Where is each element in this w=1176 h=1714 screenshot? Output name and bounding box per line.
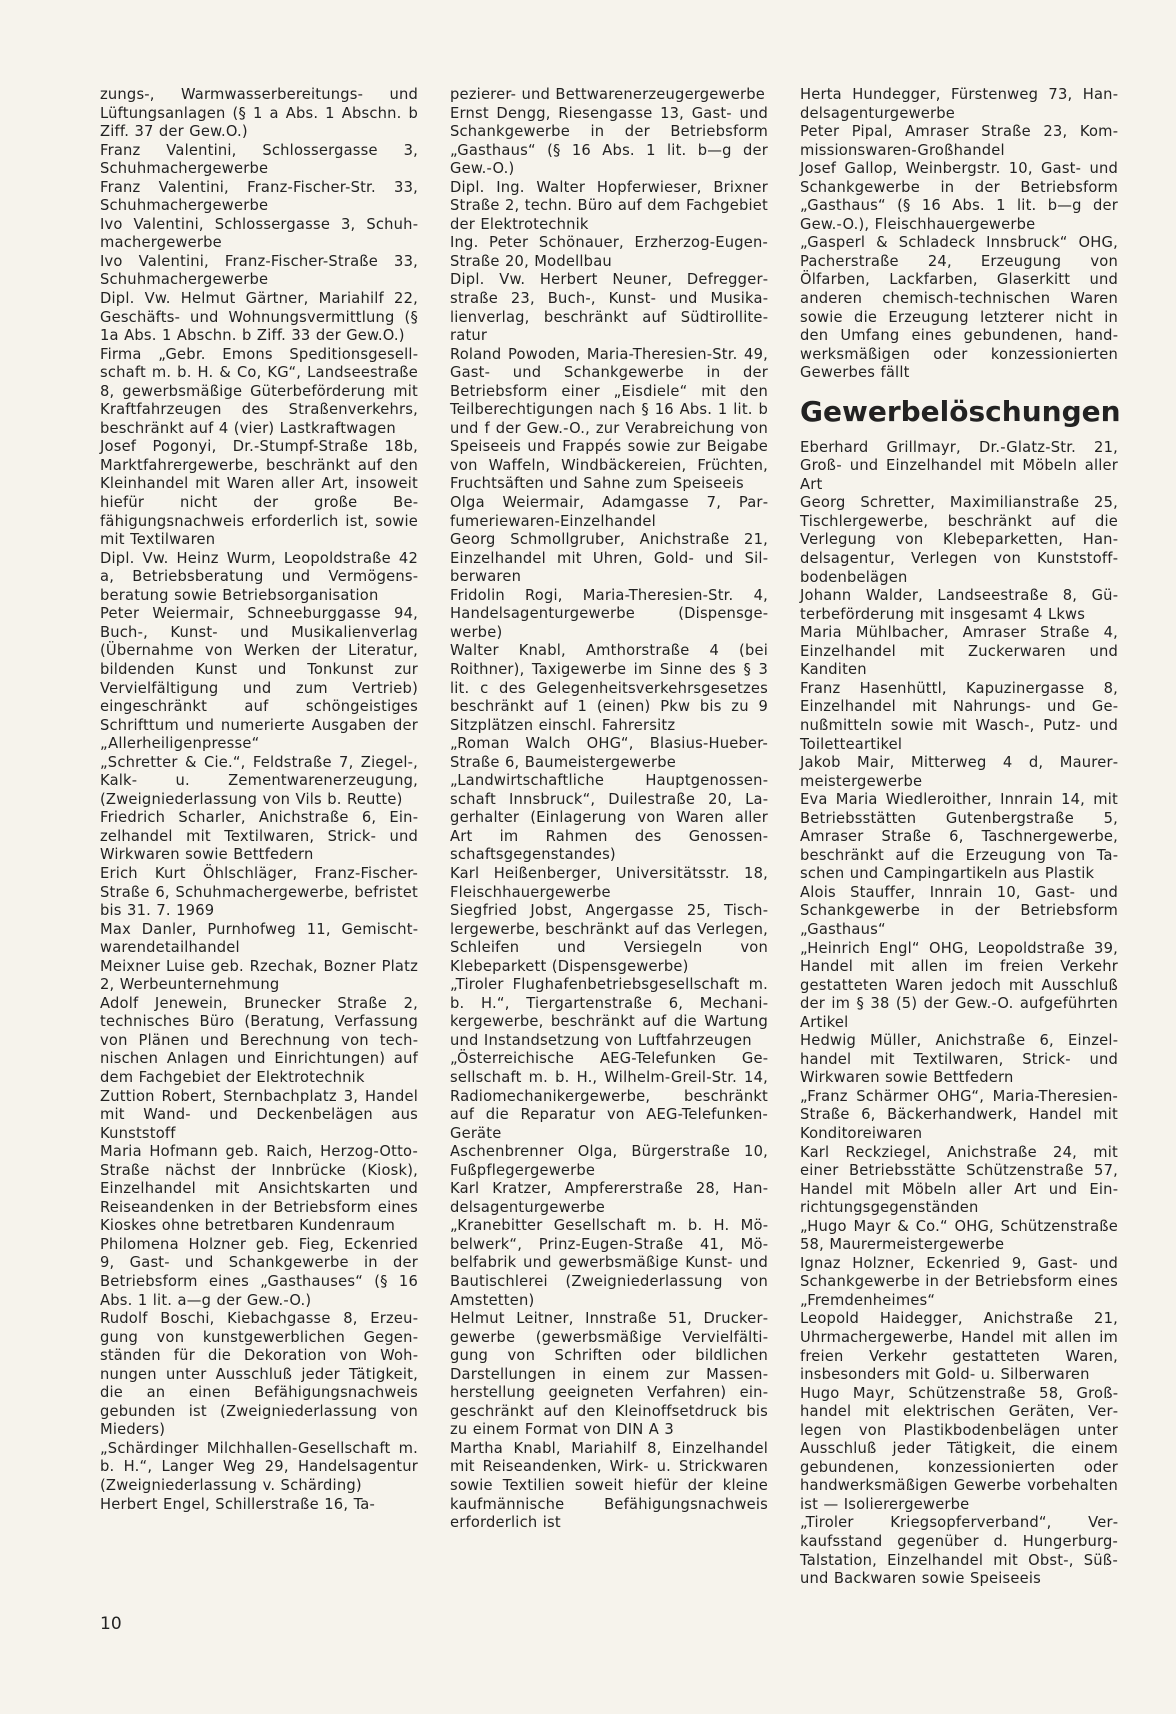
page-number: 10 [100,1614,122,1634]
register-entry: Zuttion Robert, Sternbachplatz 3, Handel mit Wand- und Deckenbelägen aus Kunststoff [100,1087,418,1142]
register-entry: „Tiroler Kriegsopferverband“, Verkaufsstand gegenüber d. Hungerburg-Talstation, Einzelhandel mit Obst-, Süß- und Backwaren sowie Speiseeis [800,1514,1118,1588]
register-entry: Philomena Holzner geb. Fieg, Eckenried 9, Gast- und Schankgewerbe in der Betriebsform eines „Gasthauses“ (§ 16 Abs. 1 lit. a—g der Gew.-O.) [100,1235,418,1309]
register-entry: Leopold Haidegger, Anichstraße 21, Uhrmachergewerbe, Handel mit allen im freien Verkehr gestatteten Waren, insbesonders mit Gold- u. Silberwaren [800,1310,1118,1384]
register-entry: Eberhard Grillmayr, Dr.-Glatz-Str. 21, Groß- und Einzelhandel mit Möbeln aller Art [800,438,1118,493]
register-entry: Meixner Luise geb. Rzechak, Bozner Platz 2, Werbeunternehmung [100,957,418,994]
register-entry: „Schärdinger Milchhallen-Gesellschaft m. b. H.“, Langer Weg 29, Handelsagentur (Zweigniederlassung v. Schärding) [100,1439,418,1495]
register-entry: Peter Pipal, Amraser Straße 23, Kommissionswaren-Großhandel [800,123,1118,159]
register-entry: Rudolf Boschi, Kiebachgasse 8, Erzeugung von kunstgewerblichen Gegenständen für die Dekoration von Wohnungen unter Ausschluß jeder Tätigkeit, die an einen Befähigungsnachweis gebunden ist (Zweigniederlassung von Mieders) [100,1310,418,1439]
register-entry: Dipl. Vw. Herbert Neuner, Defreggerstraße 23, Buch-, Kunst- und Musikalienverlag, beschränkt auf Südtirolliteratur [450,271,768,345]
register-entry: „Tiroler Flughafenbetriebsgesellschaft m. b. H.“, Tiergartenstraße 6, Mechanikergewerbe, beschränkt auf die Wartung und Instandsetzung von Luftfahrzeugen [450,976,768,1049]
register-entry: Walter Knabl, Amthorstraße 4 (bei Roithner), Taxigewerbe im Sinne des § 3 lit. c des Gelegenheitsverkehrsgesetzes beschränkt auf 1 (einen) Pkw bis zu 9 Sitzplätzen einschl. Fahrersitz [450,642,768,734]
register-entry: Ernst Dengg, Riesengasse 13, Gast- und Schankgewerbe in der Betriebsform „Gasthaus“ (§ 16 Abs. 1 lit. b—g der Gew.-O.) [450,104,768,178]
register-entry: Friedrich Scharler, Anichstraße 6, Einzelhandel mit Textilwaren, Strick- und Wirkwaren sowie Bettfedern [100,809,418,864]
register-entry: Georg Schmollgruber, Anichstraße 21, Einzelhandel mit Uhren, Gold- und Silberwaren [450,531,768,586]
register-entry: Firma „Gebr. Emons Speditionsgesellschaft m. b. H. & Co, KG“, Landseestraße 8, gewerbsmäßige Güterbeförderung mit Kraftfahrzeugen des Straßenverkehrs, beschränkt auf 4 (vier) Lastkraftwagen [100,345,418,437]
register-entry: Karl Heißenberger, Universitätsstr. 18, Fleischhauergewerbe [450,864,768,901]
register-entry: Josef Gallop, Weinbergstr. 10, Gast- und Schankgewerbe in der Betriebsform „Gasthaus“ (§ 16 Abs. 1 lit. b—g der Gew.-O.), Fleischhauergewerbe [800,160,1118,233]
register-entry: Ignaz Holzner, Eckenried 9, Gast- und Schankgewerbe in der Betriebsform eines „Fremdenheimes“ [800,1254,1118,1309]
register-entry: Josef Pogonyi, Dr.-Stumpf-Straße 18b, Marktfahrergewerbe, beschränkt auf den Kleinhandel mit Waren aller Art, insoweit hiefür nicht der große Befähigungsnachweis erforderlich ist, sowie mit Textilwaren [100,438,418,549]
text-column-2 [450,86,768,1533]
register-entry: Peter Weiermair, Schneeburggasse 94, Buch-, Kunst- und Musikalienverlag (Übernahme von Werken der Literatur, bildenden Kunst und Tonkunst zur Vervielfältigung und zum Vertrieb) eingeschränkt auf schöngeistiges Schrifttum und numerierte Ausgaben der „Allerheiligenpresse“ [100,605,418,753]
register-entry: Hedwig Müller, Anichstraße 6, Einzelhandel mit Textilwaren, Strick- und Wirkwaren sowie Bettfedern [800,1032,1118,1087]
section-heading: Gewerbelöschungen [800,394,1121,428]
register-entry: Dipl. Ing. Walter Hopferwieser, Brixner Straße 2, techn. Büro auf dem Fachgebiet der Elektrotechnik [450,178,768,233]
register-entry: „Kranebitter Gesellschaft m. b. H. Möbelwerk“, Prinz-Eugen-Straße 41, Möbelfabrik und gewerbsmäßige Kunst- und Bautischlerei (Zweigniederlassung von Amstetten) [450,1217,768,1309]
register-entry: Max Danler, Purnhofweg 11, Gemischtwarendetailhandel [100,920,418,957]
register-entry: Karl Kratzer, Ampfererstraße 28, Handelsagenturgewerbe [450,1180,768,1216]
register-entry: „Schretter & Cie.“, Feldstraße 7, Ziegel-, Kalk- u. Zementwarenerzeugung, (Zweigniederlassung von Vils b. Reutte) [100,753,418,808]
register-entry: „Roman Walch OHG“, Blasius-Hueber-Straße 6, Baumeistergewerbe [450,735,768,771]
register-entry: Maria Hofmann geb. Raich, Herzog-Otto-Straße nächst der Innbrücke (Kiosk), Einzelhandel mit Ansichtskarten und Reiseandenken in der Betriebsform eines Kioskes ohne betretbaren Kundenraum [100,1143,418,1235]
register-entry: „Österreichische AEG-Telefunken Gesellschaft m. b. H., Wilhelm-Greil-Str. 14, Radiomechanikergewerbe, beschränkt auf die Reparatur von AEG-Telefunken-Geräte [450,1050,768,1142]
register-entry: Jakob Mair, Mitterweg 4 d, Maurermeistergewerbe [800,754,1118,790]
text-column-1 [100,86,418,1514]
register-entry: Eva Maria Wiedleroither, Innrain 14, mit Betriebsstätten Gutenbergstraße 5, Amraser Straße 6, Taschnergewerbe, beschränkt auf die Erzeugung von Taschen und Campingartikeln aus Plastik [800,791,1118,883]
register-entry: Johann Walder, Landseestraße 8, Güterbeförderung mit insgesamt 4 Lkws [800,587,1118,623]
register-entry: Ivo Valentini, Franz-Fischer-Straße 33, Schuhmachergewerbe [100,252,418,289]
register-entry: Franz Valentini, Franz-Fischer-Str. 33, Schuhmachergewerbe [100,178,418,215]
register-entry: „Heinrich Engl“ OHG, Leopoldstraße 39, Handel mit allen im freien Verkehr gestatteten Waren jedoch mit Ausschluß der im § 38 (5) der Gew.-O. aufgeführten Artikel [800,939,1118,1031]
register-entry: „Hugo Mayr & Co.“ OHG, Schützenstraße 58, Maurermeistergewerbe [800,1217,1118,1254]
register-entry: Hugo Mayr, Schützenstraße 58, Großhandel mit elektrischen Geräten, Verlegen von Plastikbodenbelägen unter Ausschluß jeder Tätigkeit, die einem gebundenen, konzessionierten oder handwerksmäßigen Gewerbe vorbehalten ist — Isolierergewerbe [800,1384,1118,1513]
register-entry: Dipl. Vw. Heinz Wurm, Leopoldstraße 42 a, Betriebsberatung und Vermögensberatung sowie Betriebsorganisation [100,549,418,604]
register-entry: Herbert Engel, Schillerstraße 16, Ta- [100,1495,376,1513]
register-entry: Maria Mühlbacher, Amraser Straße 4, Einzelhandel mit Zuckerwaren und Kanditen [800,624,1118,679]
register-entry: Dipl. Vw. Helmut Gärtner, Mariahilf 22, Geschäfts- und Wohnungsvermittlung (§ 1a Abs. 1 Abschn. b Ziff. 33 der Gew.O.) [100,290,418,345]
register-entry: Karl Reckziegel, Anichstraße 24, mit einer Betriebsstätte Schützenstraße 57, Handel mit Möbeln aller Art und Einrichtungsgegenständen [800,1143,1118,1217]
register-entry: Adolf Jenewein, Brunecker Straße 2, technisches Büro (Beratung, Verfassung von Plänen und Berechnung von technischen Anlagen und Einrichtungen) auf dem Fachgebiet der Elektrotechnik [100,994,418,1086]
register-entry: Herta Hundegger, Fürstenweg 73, Handelsagenturgewerbe [800,86,1118,122]
register-entry: Olga Weiermair, Adamgasse 7, Parfumeriewaren-Einzelhandel [450,494,768,530]
text-column-3 [800,86,1121,1589]
register-entry: Helmut Leitner, Innstraße 51, Druckergewerbe (gewerbsmäßige Vervielfältigung von Schriften oder bildlichen Darstellungen in einem zur Massenherstellung geeigneten Verfahren) eingeschränkt auf den Kleinoffsetdruck bis zu einem Format von DIN A 3 [450,1310,768,1439]
register-entry: Erich Kurt Öhlschläger, Franz-Fischer-Straße 6, Schuhmachergewerbe, befristet bis 31. 7. 1969 [100,864,418,920]
register-entry: Ivo Valentini, Schlossergasse 3, Schuhmachergewerbe [100,215,418,252]
register-entry: Ing. Peter Schönauer, Erzherzog-Eugen-Straße 20, Modellbau [450,234,768,270]
register-entry: „Landwirtschaftliche Hauptgenossenschaft Innsbruck“, Duilestraße 20, Lagerhalter (Einlagerung von Waren aller Art im Rahmen des Genossenschaftsgegenstandes) [450,772,768,864]
register-entry: zungs-, Warmwasserbereitungs- und Lüftungsanlagen (§ 1 a Abs. 1 Abschn. b Ziff. 37 der Gew.O.) [100,86,418,141]
register-entry: Roland Powoden, Maria-Theresien-Str. 49, Gast- und Schankgewerbe in der Betriebsform einer „Eisdiele“ mit den Teilberechtigungen nach § 16 Abs. 1 lit. b und f der Gew.-O., zur Verabreichung von Speiseeis und Frappés sowie zur Beigabe von Waffeln, Windbäckereien, Früchten, Fruchtsäften und Sahne zum Speiseeis [450,345,768,493]
register-entry: Franz Hasenhüttl, Kapuzinergasse 8, Einzelhandel mit Nahrungs- und Genußmitteln sowie mit Wasch-, Putz- und Toiletteartikel [800,679,1118,753]
register-entry: „Gasperl & Schladeck Innsbruck“ OHG, Pacherstraße 24, Erzeugung von Ölfarben, Lackfarben, Glaserkitt und anderen chemisch-technischen Waren sowie die Erzeugung letzterer nicht in den Umfang eines gebundenen, handwerksmäßigen oder konzessionierten Gewerbes fällt [800,234,1118,382]
register-entry: Alois Stauffer, Innrain 10, Gast- und Schankgewerbe in der Betriebsform „Gasthaus“ [800,883,1118,938]
register-entry: Aschenbrenner Olga, Bürgerstraße 10, Fußpflegergewerbe [450,1143,768,1179]
register-entry: Martha Knabl, Mariahilf 8, Einzelhandel mit Reiseandenken, Wirk- u. Strickwaren sowie Textilien soweit hiefür der kleine kaufmännische Befähigungsnachweis erforderlich ist [450,1439,768,1532]
register-entry: Franz Valentini, Schlossergasse 3, Schuhmachergewerbe [100,141,418,178]
register-entry: Fridolin Rogi, Maria-Theresien-Str. 4, Handelsagenturgewerbe (Dispensgewerbe) [450,586,768,641]
register-entry: Siegfried Jobst, Angergasse 25, Tischlergewerbe, beschränkt auf das Verlegen, Schleifen und Versiegeln von Klebeparkett (Dispensgewerbe) [450,902,768,975]
register-entry: pezierer- und Bettwarenerzeugergewerbe [450,86,765,103]
register-entry: „Franz Schärmer OHG“, Maria-Theresien-Straße 6, Bäckerhandwerk, Handel mit Konditoreiwaren [800,1087,1118,1142]
register-entry: Georg Schretter, Maximilianstraße 25, Tischlergewerbe, beschränkt auf die Verlegung von Klebeparketten, Handelsagentur, Verlegen von Kunststoffbodenbelägen [800,494,1118,586]
